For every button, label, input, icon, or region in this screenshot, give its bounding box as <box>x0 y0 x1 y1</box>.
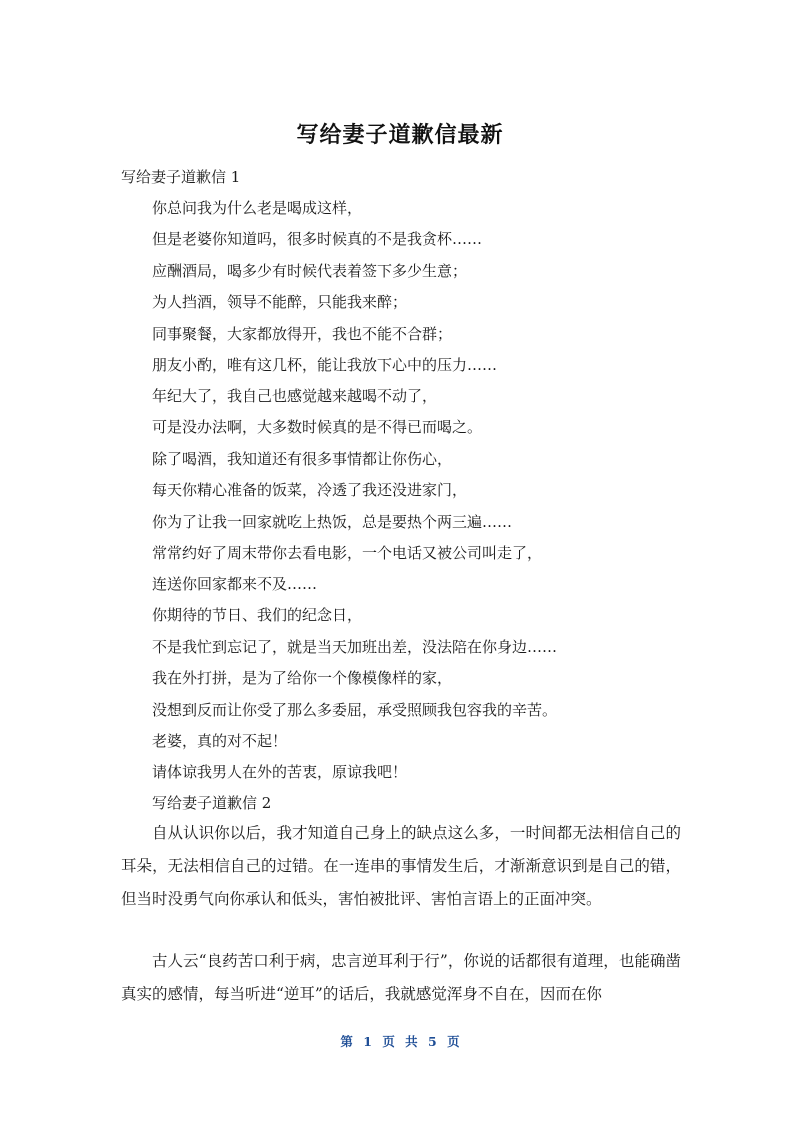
letter1-heading: 写给妻子道歉信 1 <box>121 168 241 186</box>
letter1-line: 没想到反而让你受了那么多委屈，承受照顾我包容我的辛苦。 <box>152 701 558 719</box>
letter2-heading: 写给妻子道歉信 2 <box>152 794 272 812</box>
letter2-paragraph: 古人云“良药苦口利于病，忠言逆耳利于行”，你说的话都很有道理，也能确凿真实的感情，每当听进“逆耳”的话后，我就感觉浑身不自在，因而在你 <box>121 952 681 1003</box>
letter1-line: 除了喝酒，我知道还有很多事情都让你伤心， <box>152 450 453 468</box>
letter1-line: 连送你回家都来不及…… <box>152 575 318 593</box>
letter1-line: 可是没办法啊，大多数时候真的是不得已而喝之。 <box>152 418 483 436</box>
letter1-line: 朋友小酌，唯有这几杯，能让我放下心中的压力…… <box>152 356 498 374</box>
letter1-line: 年纪大了，我自己也感觉越来越喝不动了， <box>152 387 438 405</box>
letter1-line: 常常约好了周末带你去看电影，一个电话又被公司叫走了， <box>152 544 543 562</box>
letter1-line: 不是我忙到忘记了，就是当天加班出差，没法陪在你身边…… <box>152 638 558 656</box>
document-title: 写给妻子道歉信最新 <box>296 123 504 148</box>
letter1-line: 我在外打拼，是为了给你一个像模像样的家， <box>152 669 453 687</box>
letter1-line: 你期待的节日、我们的纪念日， <box>152 606 363 624</box>
page-number-footer: 第 1 页 共 5 页 <box>340 1034 460 1049</box>
letter2-paragraph: 自从认识你以后，我才知道自己身上的缺点这么多，一时间都无法相信自己的耳朵，无法相信自己的过错。在一连串的事情发生后，才渐渐意识到是自己的错，但当时没勇气向你承认和低头，害怕被批评、害怕言语上的正面冲突。 <box>121 824 681 908</box>
letter1-line: 老婆，真的对不起！ <box>152 732 288 750</box>
letter1-line: 你总问我为什么老是喝成这样， <box>152 199 363 217</box>
letter1-line: 请体谅我男人在外的苦衷，原谅我吧！ <box>152 763 408 781</box>
letter1-line: 你为了让我一回家就吃上热饭，总是要热个两三遍…… <box>152 513 513 531</box>
letter1-line: 但是老婆你知道吗，很多时候真的不是我贪杯…… <box>152 230 483 248</box>
letter1-line: 应酬酒局，喝多少有时候代表着签下多少生意； <box>152 262 468 280</box>
letter1-line: 每天你精心准备的饭菜，冷透了我还没进家门， <box>152 481 468 499</box>
letter1-line: 为人挡酒，领导不能醉，只能我来醉； <box>152 293 408 311</box>
letter1-line: 同事聚餐，大家都放得开，我也不能不合群； <box>152 325 453 343</box>
